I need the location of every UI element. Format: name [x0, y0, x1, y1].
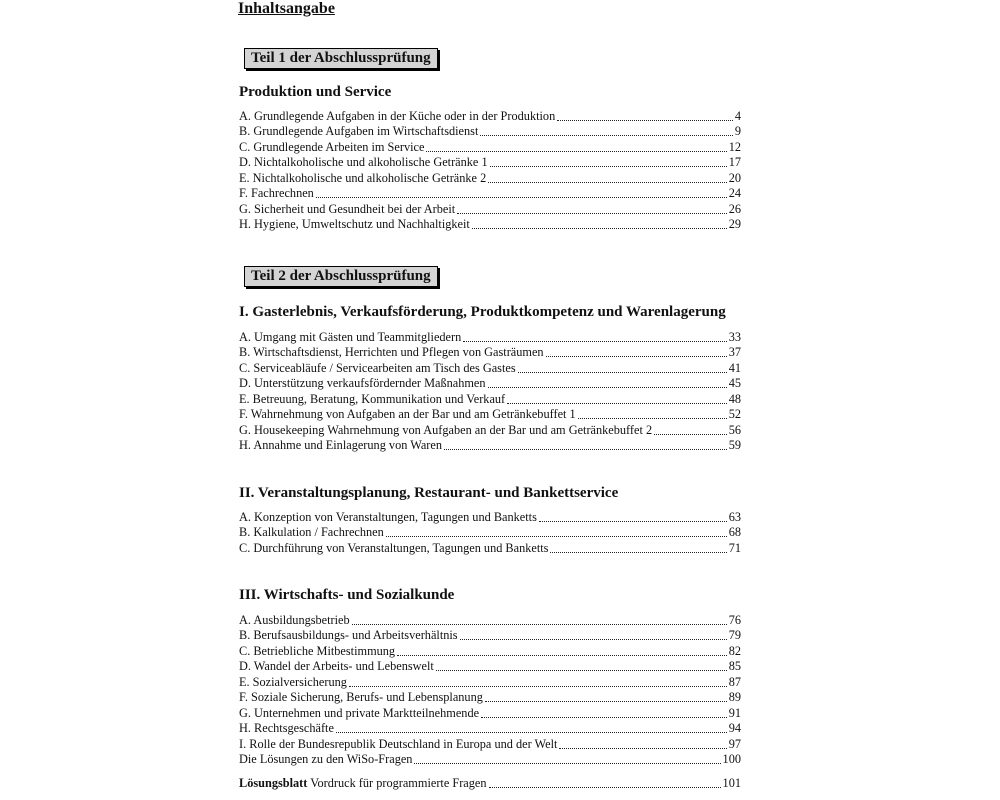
toc-entry-page: 63: [728, 509, 741, 524]
dot-leader: [481, 717, 727, 718]
toc-entry-label: F. Wahrnehmung von Aufgaben an der Bar und am Getränkebuffet 1: [239, 407, 576, 421]
toc-entry-label: E. Betreuung, Beratung, Kommunikation und Verkauf: [239, 391, 506, 406]
solution-sheet-bold-label: Lösungsblatt: [239, 775, 308, 790]
toc-entry[interactable]: [239, 185, 741, 201]
toc-entry-page: 17: [728, 155, 741, 169]
toc-entry-page: 4: [734, 108, 741, 123]
toc-entry[interactable]: [239, 720, 741, 736]
toc-entry-label: A. Konzeption von Veranstaltungen, Tagungen und Banketts: [239, 509, 537, 524]
toc-entry[interactable]: [239, 524, 741, 540]
toc-entry-page: 52: [728, 407, 741, 421]
toc-entry-label: C. Grundlegende Arbeiten im Service: [239, 139, 425, 154]
toc-entry-page: 24: [728, 186, 741, 200]
dot-leader: [539, 521, 727, 522]
dot-leader: [397, 655, 727, 656]
toc-entry[interactable]: [239, 123, 741, 139]
toc-entry[interactable]: [239, 390, 741, 406]
toc-entry[interactable]: [239, 735, 741, 751]
dot-leader: [489, 787, 721, 788]
toc-entry-label: F. Soziale Sicherung, Berufs- und Lebensplanung: [239, 690, 483, 704]
toc-entry-label: B. Kalkulation / Fachrechnen: [239, 525, 384, 539]
toc-entry[interactable]: [239, 437, 741, 453]
toc-entry[interactable]: [239, 627, 741, 643]
dot-leader: [386, 536, 727, 537]
toc-list-solution: [239, 774, 741, 790]
toc-entry-label: A. Grundlegende Aufgaben in der Küche oder in der Produktion: [239, 108, 556, 123]
toc-entry-page: 100: [722, 752, 741, 766]
toc-entry[interactable]: [239, 751, 741, 767]
toc-entry[interactable]: [239, 344, 741, 360]
toc-entry-label: B. Grundlegende Aufgaben im Wirtschaftsdienst: [239, 124, 479, 138]
toc-entry-label: I. Rolle der Bundesrepublik Deutschland in Europa und der Welt: [239, 736, 558, 751]
dot-leader: [559, 748, 726, 749]
toc-entry[interactable]: [239, 642, 741, 658]
toc-entry[interactable]: [239, 154, 741, 170]
dot-leader: [550, 552, 726, 553]
toc-entry[interactable]: [239, 359, 741, 375]
toc-entry-page: 89: [728, 690, 741, 704]
toc-entry[interactable]: [239, 508, 741, 524]
toc-entry[interactable]: [239, 375, 741, 391]
toc-entry-label: [239, 777, 487, 790]
section-heading-gasterlebnis: I. Gasterlebnis, Verkaufsförderung, Produktkompetenz und Warenlagerung: [239, 304, 726, 320]
toc-entry-page: 48: [728, 391, 741, 406]
dot-leader: [557, 120, 733, 121]
toc-entry-page: 20: [728, 170, 741, 185]
toc-entry-label: C. Betriebliche Mitbestimmung: [239, 643, 396, 658]
dot-leader: [507, 403, 727, 404]
toc-entry-label: F. Fachrechnen: [239, 186, 314, 200]
toc-entry-page: 85: [728, 659, 741, 673]
toc-entry-label: G. Sicherheit und Gesundheit bei der Arbeit: [239, 201, 456, 216]
toc-list-wiso: [239, 611, 741, 766]
toc-entry[interactable]: [239, 704, 741, 720]
part1-label: Teil 1 der Abschlussprüfung: [244, 48, 438, 69]
toc-entry[interactable]: [239, 216, 741, 232]
toc-entry-label: D. Wandel der Arbeits- und Lebenswelt: [239, 659, 434, 673]
toc-entry-page: 79: [728, 628, 741, 642]
toc-entry-label: D. Nichtalkoholische und alkoholische Getränke 1: [239, 155, 488, 169]
toc-entry-page: 33: [728, 329, 741, 344]
dot-leader: [578, 418, 727, 419]
toc-entry-label: Die Lösungen zu den WiSo-Fragen: [239, 752, 413, 766]
toc-entry-page: 94: [728, 721, 741, 735]
toc-entry-label: D. Unterstützung verkaufsfördernder Maßnahmen: [239, 376, 486, 390]
dot-leader: [472, 228, 727, 229]
toc-list-veranstaltung: [239, 508, 741, 555]
toc-entry-label: H. Annahme und Einlagerung von Waren: [239, 438, 443, 452]
toc-entry-label: H. Rechtsgeschäfte: [239, 721, 334, 735]
toc-entry-label: B. Wirtschaftsdienst, Herrichten und Pflegen von Gasträumen: [239, 345, 544, 359]
toc-entry-label: C. Serviceabläufe / Servicearbeiten am Tisch des Gastes: [239, 360, 516, 375]
dot-leader: [352, 624, 727, 625]
toc-entry-page: 12: [728, 139, 741, 154]
dot-leader: [518, 372, 727, 373]
toc-list-production: [239, 107, 741, 231]
dot-leader: [414, 763, 720, 764]
toc-entry-page: 56: [728, 422, 741, 437]
dot-leader: [546, 356, 727, 357]
toc-entry[interactable]: [239, 169, 741, 185]
dot-leader: [336, 732, 727, 733]
toc-entry-label: B. Berufsausbildungs- und Arbeitsverhältnis: [239, 628, 458, 642]
toc-entry[interactable]: [239, 673, 741, 689]
section-heading-wiso: III. Wirtschafts- und Sozialkunde: [239, 587, 455, 603]
dot-leader: [488, 387, 727, 388]
toc-entry-label: G. Unternehmen und private Marktteilnehmende: [239, 705, 480, 720]
toc-entry[interactable]: [239, 539, 741, 555]
toc-entry-page: 45: [728, 376, 741, 390]
toc-entry[interactable]: [239, 328, 741, 344]
toc-entry-page: 59: [728, 438, 741, 452]
solution-sheet-label: Vordruck für programmierte Fragen: [307, 775, 487, 790]
dot-leader: [349, 686, 727, 687]
toc-entry[interactable]: [239, 689, 741, 705]
dot-leader: [316, 197, 727, 198]
section-heading-veranstaltung: II. Veranstaltungsplanung, Restaurant- und Bankettservice: [239, 485, 619, 501]
toc-entry-solution-sheet[interactable]: [239, 774, 741, 790]
page-title: Inhaltsangabe: [238, 0, 335, 17]
dot-leader: [654, 434, 727, 435]
toc-entry-label: E. Nichtalkoholische und alkoholische Getränke 2: [239, 170, 487, 185]
toc-entry[interactable]: [239, 138, 741, 154]
toc-entry-label: G. Housekeeping Wahrnehmung von Aufgaben an der Bar und am Getränkebuffet 2: [239, 422, 653, 437]
toc-entry-page: 29: [728, 217, 741, 231]
toc-entry-label: A. Ausbildungsbetrieb: [239, 612, 350, 627]
toc-entry-page: 41: [728, 360, 741, 375]
part2-label: Teil 2 der Abschlussprüfung: [244, 266, 438, 287]
dot-leader: [463, 341, 726, 342]
dot-leader: [436, 670, 727, 671]
dot-leader: [426, 151, 726, 152]
toc-entry-page: 37: [728, 345, 741, 359]
toc-entry[interactable]: [239, 107, 741, 123]
toc-entry-page: 101: [722, 775, 741, 790]
toc-entry[interactable]: [239, 421, 741, 437]
toc-entry-page: 71: [728, 540, 741, 555]
toc-entry-label: H. Hygiene, Umweltschutz und Nachhaltigkeit: [239, 217, 470, 231]
toc-list-gasterlebnis: [239, 328, 741, 452]
toc-entry[interactable]: [239, 200, 741, 216]
toc-entry-page: 9: [734, 124, 741, 138]
toc-entry-page: 91: [728, 705, 741, 720]
dot-leader: [444, 449, 727, 450]
dot-leader: [490, 166, 727, 167]
toc-entry-page: 87: [728, 674, 741, 689]
toc-entry-page: 97: [728, 736, 741, 751]
toc-entry[interactable]: [239, 611, 741, 627]
dot-leader: [460, 639, 727, 640]
toc-entry-label: C. Durchführung von Veranstaltungen, Tagungen und Banketts: [239, 540, 549, 555]
toc-entry-page: 26: [728, 201, 741, 216]
section-heading-production: Produktion und Service: [239, 84, 392, 100]
toc-entry-page: 68: [728, 525, 741, 539]
dot-leader: [485, 701, 727, 702]
toc-entry-label: A. Umgang mit Gästen und Teammitgliedern: [239, 329, 462, 344]
dot-leader: [488, 182, 726, 183]
dot-leader: [457, 213, 727, 214]
dot-leader: [480, 135, 732, 136]
toc-entry-page: 76: [728, 612, 741, 627]
toc-entry-page: 82: [728, 643, 741, 658]
toc-entry[interactable]: [239, 658, 741, 674]
toc-entry[interactable]: [239, 406, 741, 422]
toc-entry-label: E. Sozialversicherung: [239, 674, 347, 689]
